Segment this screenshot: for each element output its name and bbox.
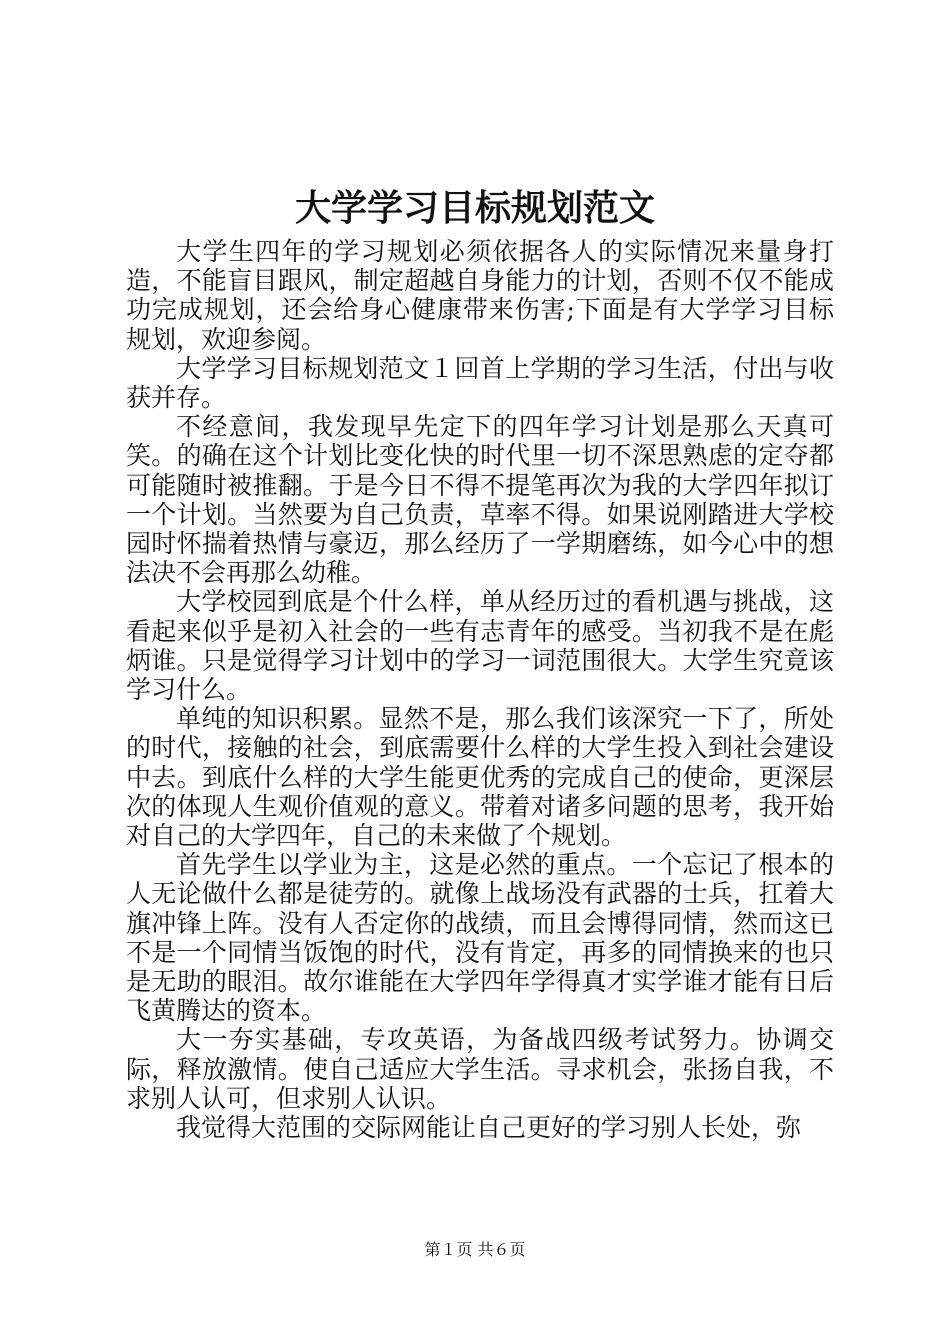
document-body — [126, 237, 834, 1142]
paragraph: 单纯的知识积累。显然不是，那么我们该深究一下了，所处的时代，接触的社会，到底需要什么样的大学生投入到社会建设中去。到底什么样的大学生能更优秀的完成自己的使命，更深层次的体现人生观价值观的意义。带着对诸多问题的思考，我开始对自己的大学四年，自己的未来做了个规划。 — [126, 704, 834, 851]
paragraph: 我觉得大范围的交际网能让自己更好的学习别人长处，弥 — [176, 1113, 802, 1143]
paragraph: 首先学生以学业为主，这是必然的重点。一个忘记了根本的人无论做什么都是徒劳的。就像上战场没有武器的士兵，扛着大旗冲锋上阵。没有人否定你的战绩，而且会博得同情，然而这已不是一个同情当饭饱的时代，没有肯定，再多的同情换来的也只是无助的眼泪。故尔谁能在大学四年学得真才实学谁才能有日后飞黄腾达的资本。 — [126, 850, 834, 1026]
page-number-footer: 第１页 共６页 — [424, 1240, 526, 1259]
paragraph: 大学学习目标规划范文１回首上学期的学习生活，付出与收获并存。 — [126, 353, 834, 413]
paragraph: 不经意间，我发现早先定下的四年学习计划是那么天真可笑。的确在这个计划比变化快的时代里一切不深思熟虑的定夺都可能随时被推翻。于是今日不得不提笔再次为我的大学四年拟订一个计划。当然要为自己负责，草率不得。如果说刚踏进大学校园时怀揣着热情与豪迈，那么经历了一学期磨练，如今心中的想法决不会再那么幼稚。 — [126, 412, 834, 588]
paragraph: 大学校园到底是个什么样，单从经历过的看机遇与挑战，这看起来似乎是初入社会的一些有志青年的感受。当初我不是在彪炳谁。只是觉得学习计划中的学习一词范围很大。大学生究竟该学习什么。 — [126, 587, 834, 705]
paragraph: 大一夯实基础，专攻英语，为备战四级考试努力。协调交际，释放激情。使自己适应大学生活。寻求机会，张扬自我，不求别人认可，但求别人认识。 — [126, 1025, 834, 1113]
document-title: 大学学习目标规划范文 — [294, 187, 655, 229]
paragraph: 大学生四年的学习规划必须依据各人的实际情况来量身打造，不能盲目跟风，制定超越自身能力的计划，否则不仅不能成功完成规划，还会给身心健康带来伤害;下面是有大学学习目标规划，欢迎参阅。 — [126, 237, 834, 354]
